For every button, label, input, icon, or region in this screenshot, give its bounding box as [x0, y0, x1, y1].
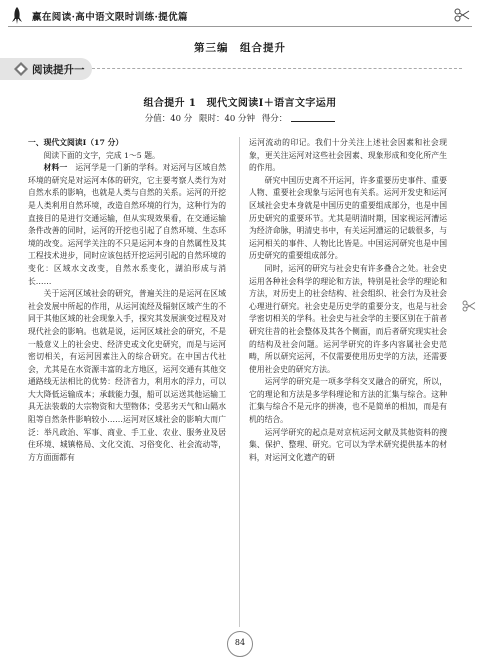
- material-label: 材料一: [43, 163, 68, 173]
- paragraph-social-history: 同时，运河的研究与社会史有许多叠合之处。社会史运用各种社会科学的理论和方法，特别是社会学的理论和方法，对历史上的社会结构、社会组织、社会行为及社会心理进行研究。社会史是历史学的重要分支，也是与社会学密切相关的学科。社会史与社会学的主要区别在于前者研究往昔的社会整体及其各个侧面，而后者研究现实社会的结构及社会问题。运河学研究的许多内容属社会史范畴，所以研究运河，不仅需要使用历史学的方法，还需要使用社会史的研究方法。: [249, 263, 447, 374]
- section-title: 第三编 组合提升: [194, 42, 286, 54]
- paragraph-interdisciplinary: 运河学的研究是一项多学科交叉融合的研究，所以，它的理论和方法是多学科理论和方法的汇集与综合。这种汇集与综合不是元序的拼凑，也不是简单的相加，而是有机的结合。: [249, 377, 447, 425]
- time-limit: 限时：40 分钟: [198, 114, 256, 124]
- paragraph-starting-point: 运河学研究的起点是对京杭运河文献及其他资料的搜集、保护、整理、研究。它可以为学术研究提供基本的材料，对运河文化遗产的研: [249, 427, 447, 462]
- score-label: 得分：: [261, 114, 288, 124]
- paragraph-history: 研究中国历史离不开运河，许多重要历史事件、重要人物、重要社会现象与运河也有关系。运河开发史和运河区域社会史本身就是中国历史的重要组成部分，也是中国历史研究的重要环节。尤其是明清时期，国家视运河漕运为经济命脉，明清史书中，有关运河漕运的记载很多，与运河相关的事件、人物比比皆是。中国运河研究也是中国历史研究的重要组成部分。: [249, 175, 447, 261]
- scissors-icon: [454, 8, 470, 22]
- page-number: 84: [234, 638, 246, 647]
- page-header: [8, 6, 472, 28]
- instruction-text: 阅读下面的文字，完成 1～5 题。: [43, 150, 160, 160]
- material-paragraph-2: 关于运河区域社会的研究，普遍关注的是运河在区域社会发展中所起的作用，从运河流经及辐射区域产生的不同于其他区域的社会现象入手，探究其发展演变过程及对现代社会的影响。也就是说，运河区域社会的研究，不是一般意义上的社会史、经济史或文化史研究，而是与运河密切相关，有运河因素注入的综合研究。在中国古代社会，尤其是在水资源丰富的北方地区，运河交通有其他交通路线无法相比的优势：经济省力，利用水的浮力，可以大大降低运输成本；承载能力强，船可以运送其他运输工具无法装载的大宗物资和大型物体；受恶劣天气和山隔水阻等自然条件影响较小……运河对区域社会的影响大而广泛：举凡政治、军事、商业、手工业、农业、服务业及居住环境、城镇格局、文化交流、习俗变化、社会流动等，方方面面都有: [28, 289, 226, 462]
- column-divider: [239, 137, 240, 627]
- question-heading: 一、现代文阅读Ⅰ（17 分）: [28, 138, 124, 147]
- banner-dashed-line: [92, 68, 462, 69]
- margin-scissors-icon: [462, 300, 476, 312]
- score-value: 分值：40 分: [144, 114, 193, 124]
- rocket-icon: [10, 7, 24, 25]
- diamond-icon: [14, 62, 28, 76]
- series-title: 赢在阅读·高中语文限时训练·提优篇: [32, 12, 188, 23]
- score-blank: [291, 113, 335, 122]
- paragraph-continued: 运河流动的印记。我们十分关注上述社会因素和社会现象，更关注运河对这些社会因素、现象形成和变化所产生的作用。: [249, 138, 447, 173]
- reading-banner: [0, 58, 470, 80]
- exercise-title: 组合提升 1 现代文阅读Ⅰ＋语言文字运用: [143, 98, 337, 109]
- header-divider: [8, 26, 472, 27]
- banner-label: 阅读提升一: [32, 64, 85, 76]
- exercise-meta: [0, 112, 480, 124]
- right-column: [249, 137, 447, 464]
- material-text-1: 运河学是一门新的学科。对运河与区域自然环境的研究是对运河本体的研究，它主要考察人类行为对自然水系的影响，也就是人类与自然的关系。运河的开挖是人类利用自然环境，改造自然环境的行为，这种行为的直接目的是进行交通运输，但从实现效果看，在交通运输条件改善的同时，运河的开挖也引起了自然环境、生态环境的改变。运河学关注的不只是运河本身的自然属性及其工程技术进步，同时应该包括开挖运河引起的自然环境的变化：区域水文改变，自然水系变化，湖泊形成与消长……: [28, 163, 227, 286]
- material-paragraph-1: [28, 162, 226, 288]
- page-number-badge: [227, 631, 253, 657]
- left-column: [28, 137, 226, 464]
